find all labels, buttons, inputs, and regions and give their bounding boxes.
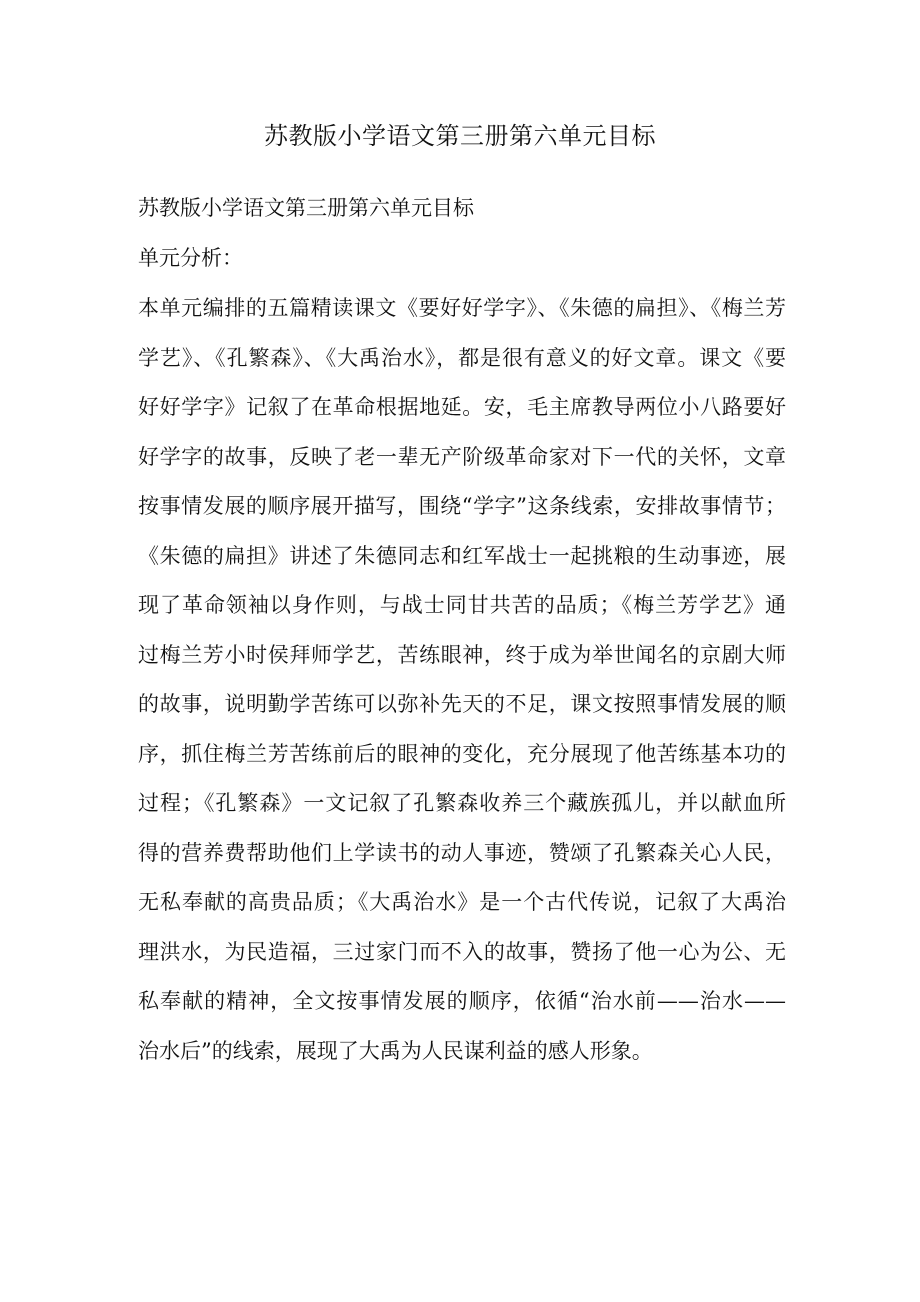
paragraph-line: 私奉献的精神，全文按事情发展的顺序，依循“治水前——治水——	[138, 989, 786, 1013]
paragraph-line: 按事情发展的顺序展开描写，围绕“学字”这条线索，安排故事情节；	[138, 494, 786, 518]
paragraph-line: 过梅兰芳小时侯拜师学艺，苦练眼神，终于成为举世闻名的京剧大师	[138, 642, 786, 667]
paragraph-line: 学艺》、《孔繁森》、《大禹治水》，都是很有意义的好文章。课文《要	[138, 345, 786, 370]
paragraph-line: 理洪水，为民造福，三过家门而不入的故事，赞扬了他一心为公、无	[138, 939, 786, 964]
paragraph-line: 现了革命领袖以身作则，与战士同甘共苦的品质；《梅兰芳学艺》通	[138, 593, 786, 617]
paragraph-line: 本单元编排的五篇精读课文《要好好学字》、《朱德的扁担》、《梅兰芳	[138, 296, 786, 320]
page-title: 苏教版小学语文第三册第六单元目标	[264, 122, 656, 150]
paragraph-line: 治水后”的线索，展现了大禹为人民谋利益的感人形象。	[138, 1038, 653, 1063]
paragraph-line: 好学字的故事，反映了老一辈无产阶级革命家对下一代的关怀，文章	[138, 444, 786, 469]
paragraph-line: 得的营养费帮助他们上学读书的动人事迹，赞颂了孔繁森关心人民，	[138, 840, 786, 865]
paragraph-line: 序，抓住梅兰芳苦练前后的眼神的变化，充分展现了他苦练基本功的	[138, 741, 786, 766]
document-subtitle: 苏教版小学语文第三册第六单元目标	[138, 196, 474, 220]
section-label-unit-analysis: 单元分析：	[138, 246, 243, 270]
paragraph-line: 无私奉献的高贵品质；《大禹治水》是一个古代传说，记叙了大禹治	[138, 890, 786, 914]
body-paragraph	[138, 290, 786, 1082]
paragraph-line: 《朱德的扁担》讲述了朱德同志和红军战士一起挑粮的生动事迹，展	[138, 543, 786, 568]
paragraph-line: 好好学字》记叙了在革命根据地延。安，毛主席教导两位小八路要好	[138, 395, 786, 419]
paragraph-line: 的故事，说明勤学苦练可以弥补先天的不足，课文按照事情发展的顺	[138, 692, 786, 716]
paragraph-line: 过程；《孔繁森》一文记叙了孔繁森收养三个藏族孤儿，并以献血所	[138, 791, 786, 815]
